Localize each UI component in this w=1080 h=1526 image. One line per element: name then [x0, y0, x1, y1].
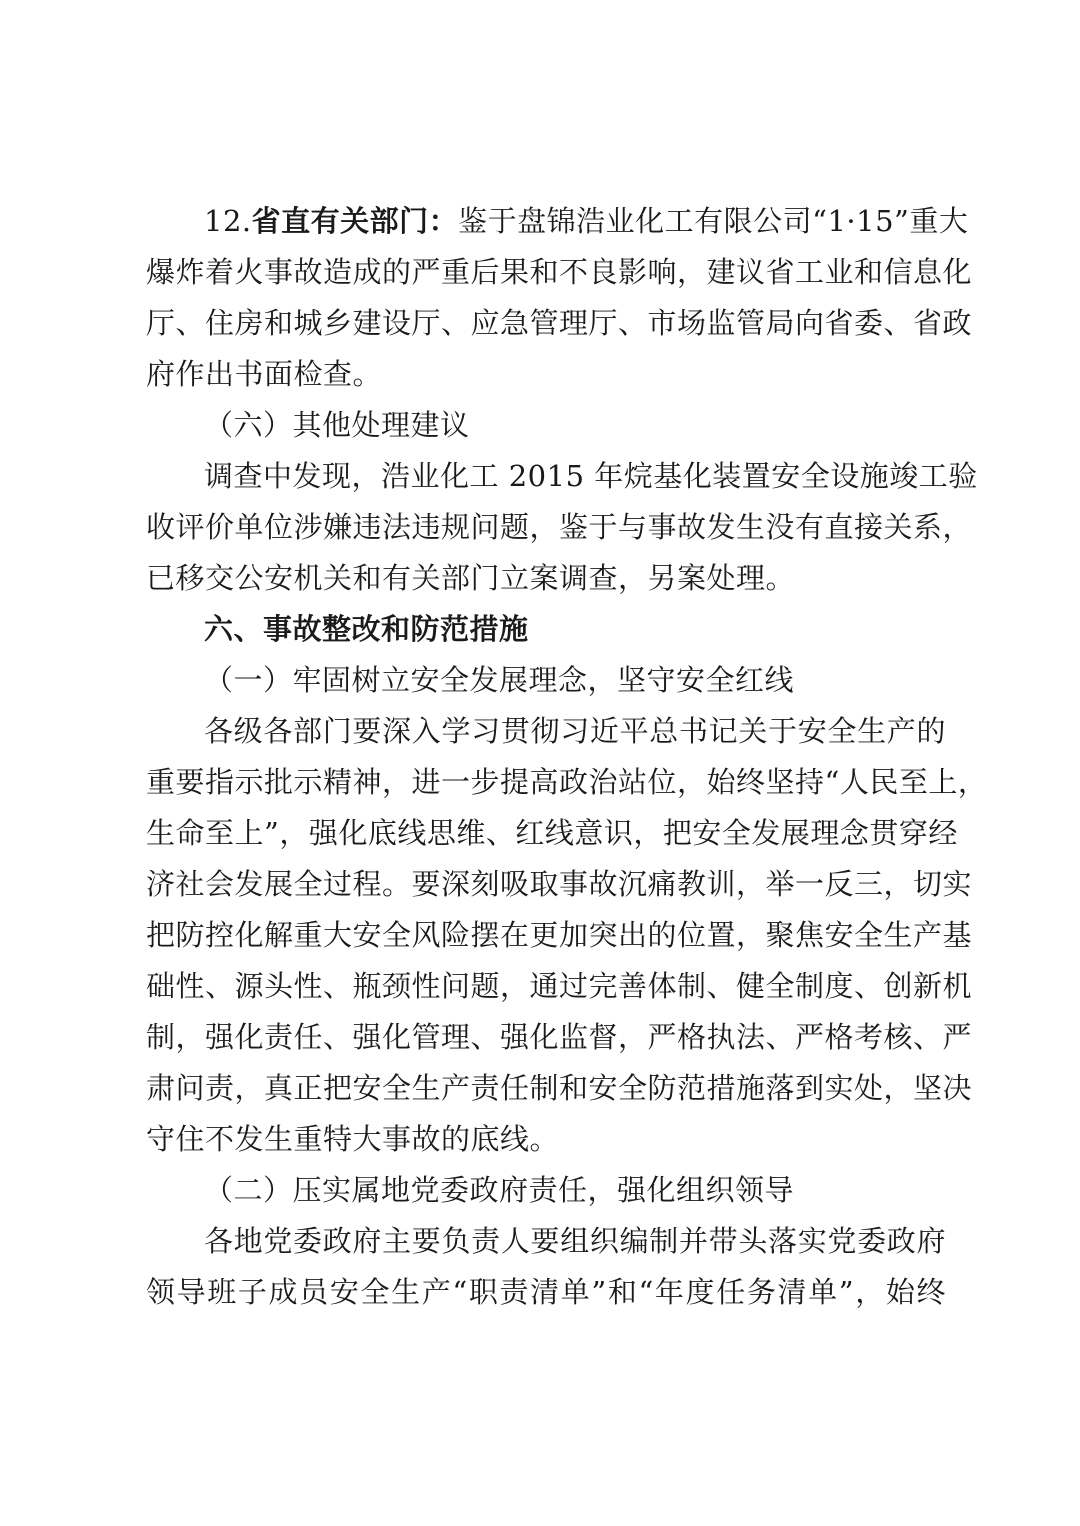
paragraph-line: 府作出书面检查。: [146, 357, 383, 391]
subsection-heading: （一）牢固树立安全发展理念，坚守安全红线: [204, 663, 795, 697]
paragraph-line: 肃问责，真正把安全生产责任制和安全防范措施落到实处，坚决: [146, 1071, 973, 1105]
paragraph-line: 守住不发生重特大事故的底线。: [146, 1122, 560, 1156]
item-number: 12.: [204, 204, 252, 238]
section-heading: 六、事故整改和防范措施: [204, 612, 529, 646]
paragraph-line: 领导班子成员安全生产“职责清单”和“年度任务清单”，始终: [146, 1275, 946, 1309]
paragraph-line: 生命至上”，强化底线思维、红线意识，把安全发展理念贯穿经: [146, 816, 958, 850]
subsection-heading: （二）压实属地党委政府责任，强化组织领导: [204, 1173, 795, 1207]
paragraph-line: 制，强化责任、强化管理、强化监督，严格执法、严格考核、严: [146, 1020, 973, 1054]
paragraph-line: 把防控化解重大安全风险摆在更加突出的位置，聚焦安全生产基: [146, 918, 973, 952]
item-text: 鉴于盘锦浩业化工有限公司“1·15”重大: [458, 204, 969, 238]
paragraph-line: 调查中发现，浩业化工 2015 年烷基化装置安全设施竣工验: [204, 459, 978, 493]
item-label: 省直有关部门：: [251, 204, 459, 238]
paragraph-line: 各级各部门要深入学习贯彻习近平总书记关于安全生产的: [204, 714, 946, 748]
paragraph-line: 爆炸着火事故造成的严重后果和不良影响，建议省工业和信息化: [146, 255, 973, 289]
paragraph-line: 重要指示批示精神，进一步提高政治站位，始终坚持“人民至上，: [146, 765, 988, 799]
document-page: [146, 196, 988, 1318]
paragraph-line: 济社会发展全过程。要深刻吸取事故沉痛教训，举一反三，切实: [146, 867, 973, 901]
paragraph-line: 厅、住房和城乡建设厅、应急管理厅、市场监管局向省委、省政: [146, 306, 973, 340]
paragraph-line: 各地党委政府主要负责人要组织编制并带头落实党委政府: [204, 1224, 946, 1258]
paragraph-line: 收评价单位涉嫌违法违规问题，鉴于与事故发生没有直接关系，: [146, 510, 973, 544]
paragraph-12-line: [146, 196, 969, 247]
subsection-heading: （六）其他处理建议: [204, 408, 470, 442]
paragraph-line: 础性、源头性、瓶颈性问题，通过完善体制、健全制度、创新机: [146, 969, 973, 1003]
paragraph-line: 已移交公安机关和有关部门立案调查，另案处理。: [146, 561, 796, 595]
